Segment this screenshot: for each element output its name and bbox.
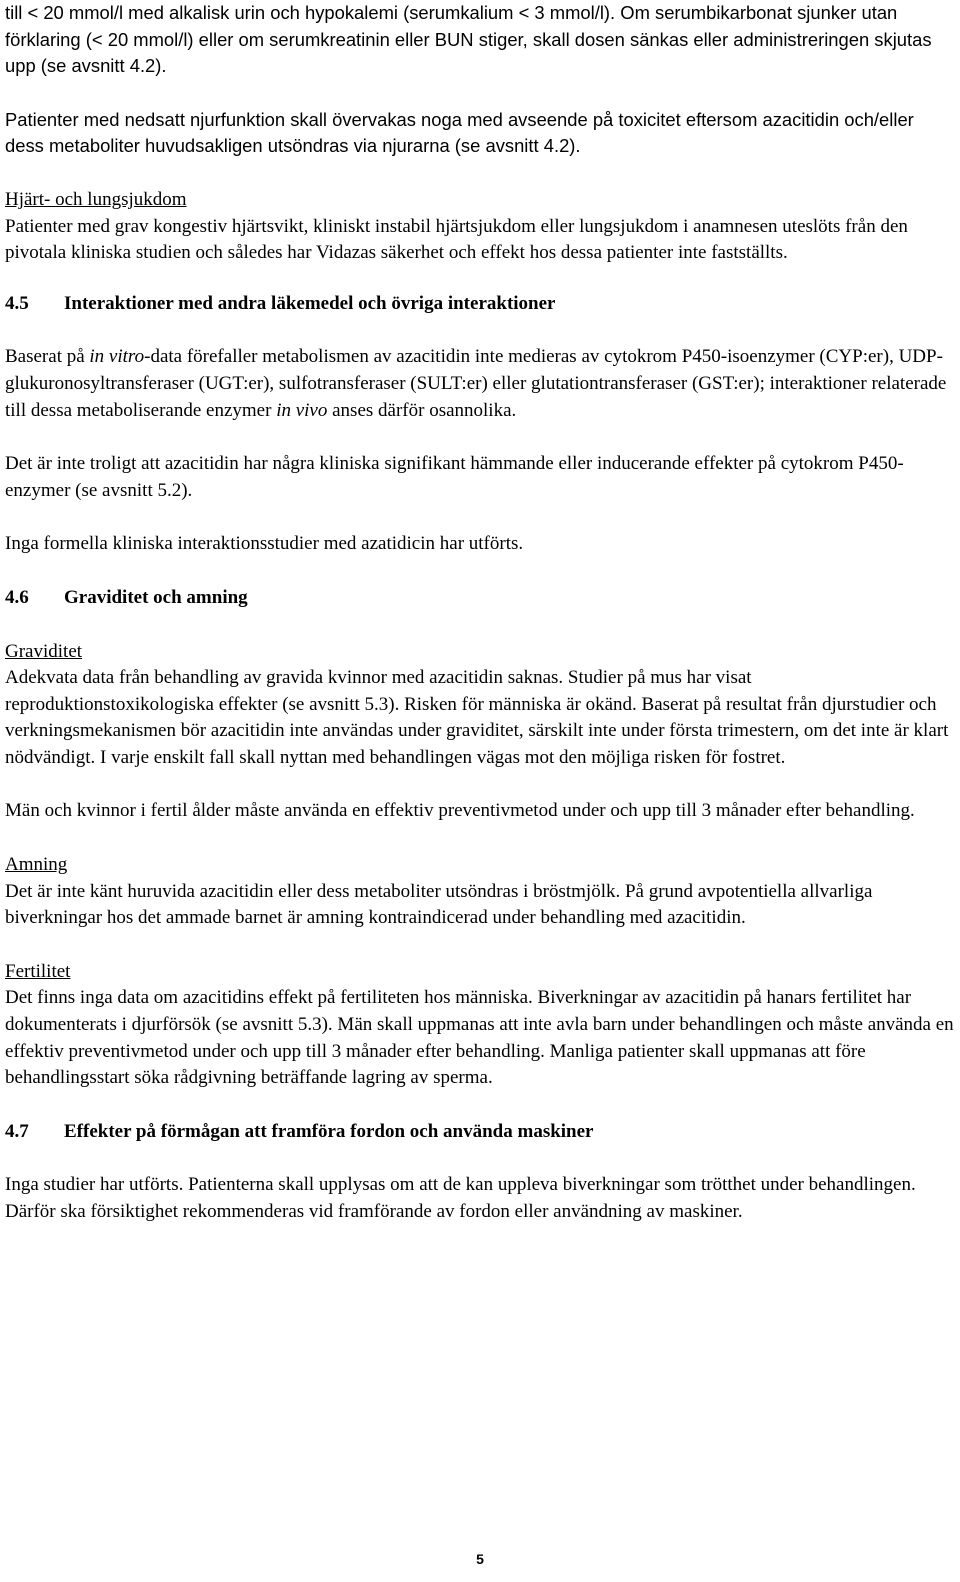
fertility-heading (5, 959, 955, 986)
section-4-6-number: 4.6 (5, 586, 29, 608)
section-4-6-title: Graviditet och amning (64, 586, 248, 608)
renal-paragraph-1: till < 20 mmol/l med alkalisk urin och hypokalemi (serumkalium < 3 mmol/l). Om serumbikarbonat sjunker utan förklaring (< 20 mmol/l) eller om serumkreatinin eller BUN stiger, skall dosen sänkas eller administreringen skjutas upp (se avsnitt 4.2). (5, 2, 932, 77)
interactions-text-e: anses därför osannolika. (327, 399, 517, 421)
section-4-6-heading (5, 585, 955, 612)
interactions-paragraph-1 (5, 344, 955, 424)
heart-lung-heading-text: Hjärt- och lungsjukdom (5, 188, 187, 210)
pregnancy-paragraph: Adekvata data från behandling av gravida kvinnor med azacitidin saknas. Studier på mus har visat reproduktionstoxikologiska effekter (se avsnitt 5.3). Risken för människa är okänd. Baserat på resultat från djurstudier och verkningsmekanismen bör azacitidin inte användas under graviditet, särskilt inte under första trimestern, om det inte är klart nödvändigt. I varje enskilt fall skall nyttan med behandlingen vägas mot den möjliga risken för fostret. (5, 667, 949, 768)
lactation-heading-text: Amning (5, 854, 68, 876)
fertility-paragraph: Det finns inga data om azacitidins effekt på fertiliteten hos människa. Biverkningar av azacitidin på hanars fertilitet har dokumenterats i djurförsök (se avsnitt 5.3). Män skall uppmanas att inte avla barn under behandlingen och måste använda en effektiv preventivmetod under och upp till 3 månader efter behandling. Manliga patienter skall uppmanas att före behandlingsstart söka rådgivning beträffande lagring av sperma. (5, 987, 954, 1089)
section-4-5-heading (5, 291, 955, 318)
interactions-paragraph-2: Det är inte troligt att azacitidin har några kliniska signifikant hämmande eller inducerande effekter på cytokrom P450-enzymer (se avsnitt 5.2). (5, 453, 904, 501)
heart-lung-heading (5, 187, 955, 214)
section-4-7-heading (5, 1119, 955, 1146)
interactions-text-a: Baserat på (5, 346, 90, 368)
heart-lung-paragraph: Patienter med grav kongestiv hjärtsvikt, kliniskt instabil hjärtsjukdom eller lungsjukdom i anamnesen uteslöts från den pivotala kliniska studien och således har Vidazas säkerhet och effekt hos dessa patienter inte fastställts. (5, 215, 908, 264)
renal-paragraph-2: Patienter med nedsatt njurfunktion skall övervakas noga med avseende på toxicitet eftersom azacitidin och/eller dess metaboliter huvudsakligen utsöndras via njurarna (se avsnitt 4.2). (5, 108, 914, 157)
interactions-text-c: -data förefaller metabolismen av azacitidin inte medieras av cytokrom P450-isoenzymer (CYP:er), UDP-glukuronosyltransferaser (UGT:er), sulfotransferaser (SULT:er) eller glutationtransferaser (GST:er); interaktioner relaterade till dessa metaboliserande enzymer (5, 346, 947, 421)
interactions-in-vivo: in vivo (276, 399, 328, 421)
lactation-paragraph: Det är inte känt huruvida azacitidin eller dess metaboliter utsöndras i bröstmjölk. På grund avpotentiella allvarliga biverkningar hos det ammade barnet är amning kontraindicerad under behandling med azacitidin. (5, 880, 873, 929)
interactions-in-vitro: in vitro (89, 346, 145, 368)
section-4-5-number: 4.5 (5, 292, 29, 314)
section-4-7-title: Effekter på förmågan att framföra fordon och använda maskiner (64, 1120, 594, 1142)
pregnancy-heading (5, 639, 955, 666)
page-number: 5 (476, 1551, 484, 1567)
driving-paragraph: Inga studier har utförts. Patienterna skall upplysas om att de kan uppleva biverkningar som trötthet under behandlingen. Därför ska försiktighet rekommenderas vid framförande av fordon eller användning av maskiner. (5, 1174, 916, 1222)
document-page (5, 0, 955, 1226)
interactions-paragraph-3: Inga formella kliniska interaktionsstudier med azatidicin har utförts. (5, 533, 524, 555)
contraception-paragraph: Män och kvinnor i fertil ålder måste använda en effektiv preventivmetod under och upp till 3 månader efter behandling. (5, 800, 915, 822)
section-4-5-title: Interaktioner med andra läkemedel och övriga interaktioner (64, 292, 556, 314)
lactation-heading (5, 852, 955, 879)
fertility-heading-text: Fertilitet (5, 960, 71, 982)
pregnancy-heading-text: Graviditet (5, 640, 83, 662)
section-4-7-number: 4.7 (5, 1120, 29, 1142)
